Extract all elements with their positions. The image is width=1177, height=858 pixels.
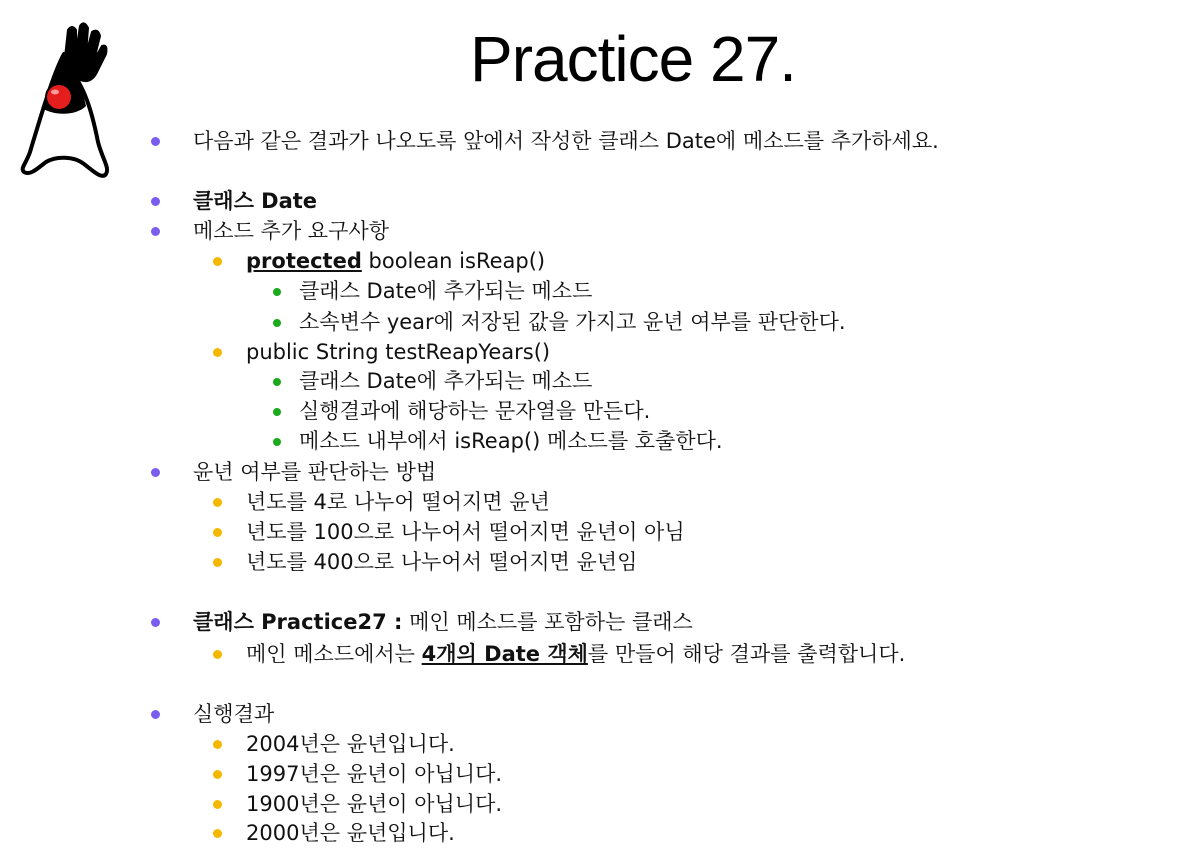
bullet-dot (273, 378, 281, 386)
sub-bullet-method1: protected boolean isReap() (246, 247, 545, 275)
date-objects-emphasis: 4개의 Date 객체 (421, 642, 588, 666)
leap-rule-item: 년도를 4로 나누어 떨어지면 윤년 (246, 488, 550, 516)
bullet-dot (273, 319, 281, 327)
detail-item: 메소드 내부에서 isReap() 메소드를 호출한다. (299, 427, 723, 455)
bullet-dot (213, 498, 222, 507)
result-line: 2000년은 윤년입니다. (246, 819, 455, 847)
practice-class-sub: 메인 메소드에서는 4개의 Date 객체를 만들어 해당 결과를 출력합니다. (246, 640, 905, 668)
bullet-dot (213, 740, 222, 749)
bullet-dot (213, 650, 222, 659)
bullet-dot (151, 468, 160, 477)
bullet-dot (273, 408, 281, 416)
bullet-class-date: 클래스 Date (193, 187, 317, 215)
sub-bullet-method2: public String testReapYears() (246, 338, 550, 366)
bullet-requirements: 메소드 추가 요구사항 (193, 217, 389, 245)
result-line: 1997년은 윤년이 아닙니다. (246, 760, 502, 788)
bullet-dot (213, 770, 222, 779)
bullet-leap-rule: 윤년 여부를 판단하는 방법 (193, 458, 436, 486)
bullet-dot (213, 800, 222, 809)
page-title: Practice 27. (470, 23, 796, 95)
bullet-dot (273, 288, 281, 296)
bullet-dot (213, 348, 222, 357)
detail-item: 클래스 Date에 추가되는 메소드 (299, 367, 592, 395)
bullet-dot (151, 137, 160, 146)
bullet-result: 실행결과 (193, 700, 274, 728)
bullet-intro: 다음과 같은 결과가 나오도록 앞에서 작성한 클래스 Date에 메소드를 추가하세요. (193, 127, 939, 155)
bullet-dot (151, 227, 160, 236)
result-line: 1900년은 윤년이 아닙니다. (246, 790, 502, 818)
detail-item: 소속변수 year에 저장된 값을 가지고 윤년 여부를 판단한다. (299, 308, 846, 336)
detail-item: 실행결과에 해당하는 문자열을 만든다. (299, 397, 650, 425)
leap-rule-item: 년도를 100으로 나누어서 떨어지면 윤년이 아님 (246, 518, 685, 546)
leap-rule-item: 년도를 400으로 나누어서 떨어지면 윤년임 (246, 548, 637, 576)
bullet-dot (213, 829, 222, 838)
detail-item: 클래스 Date에 추가되는 메소드 (299, 277, 592, 305)
java-duke-mascot-icon (14, 22, 114, 188)
result-line: 2004년은 윤년입니다. (246, 730, 455, 758)
protected-modifier: protected (246, 249, 362, 273)
bullet-dot (273, 438, 281, 446)
bullet-practice-class: 클래스 Practice27 : 메인 메소드를 포함하는 클래스 (193, 608, 693, 636)
bullet-dot (213, 257, 222, 266)
bullet-dot (213, 558, 222, 567)
bullet-dot (151, 618, 160, 627)
bullet-dot (151, 710, 160, 719)
bullet-dot (151, 197, 160, 206)
bullet-dot (213, 528, 222, 537)
